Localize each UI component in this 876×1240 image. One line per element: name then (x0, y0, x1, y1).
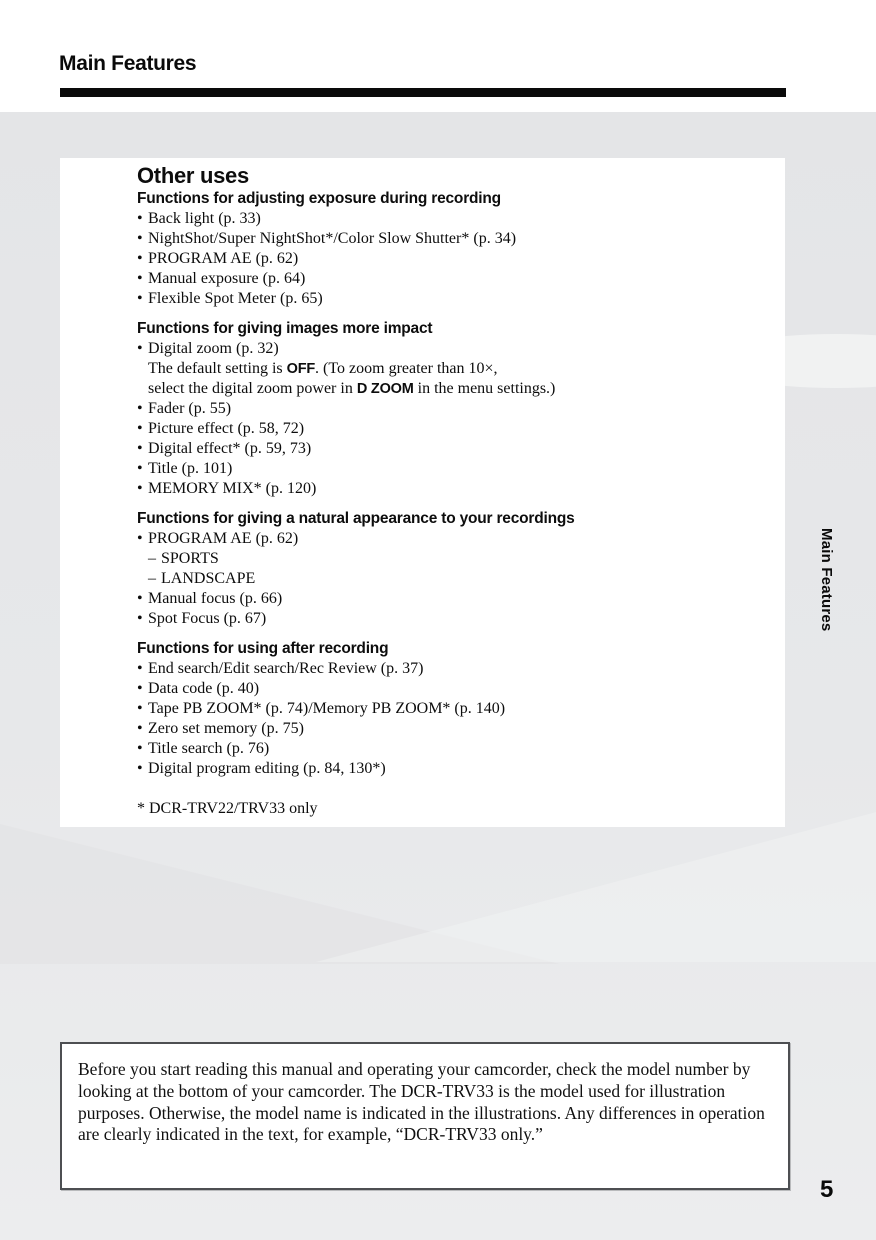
list-item (137, 359, 755, 379)
list-item-text: Back light (p. 33) (148, 210, 261, 227)
bullet-icon: • (137, 230, 143, 247)
notice-text: Before you start reading this manual and operating your camcorder, check the model number by looking at the bottom of your camcorder. The DCR-TRV33 is the model used for illustration purposes. Otherwise, the model name is indicated in the illustrations. Any differences in operation are clearly indicated in the text, for example, “DCR-TRV33 only.” (78, 1059, 765, 1145)
list-item-text: Manual exposure (p. 64) (148, 270, 306, 287)
section-heading: Functions for giving a natural appearance to your recordings (137, 510, 575, 527)
background-diagonal-shape (316, 812, 876, 962)
section-heading: Functions for adjusting exposure during recording (137, 190, 501, 207)
side-tab-label: Main Features (818, 528, 835, 632)
list-item (137, 569, 755, 589)
indent-spacer (137, 379, 148, 399)
list-item (137, 679, 755, 699)
feature-section (137, 509, 755, 629)
bullet-icon: • (137, 250, 143, 267)
dash-icon: – (148, 570, 156, 587)
list-item (137, 229, 755, 249)
bullet-icon: • (137, 210, 143, 227)
list-item-text: MEMORY MIX* (p. 120) (148, 480, 317, 497)
feature-section (137, 189, 755, 309)
list-item (137, 549, 755, 569)
list-item-text: Flexible Spot Meter (p. 65) (148, 290, 323, 307)
list-item-text: Title (p. 101) (148, 460, 233, 477)
list-item (137, 589, 755, 609)
footnote: * DCR-TRV22/TRV33 only (137, 800, 318, 817)
list-item (137, 759, 755, 779)
bullet-icon: • (137, 700, 143, 717)
list-item-text: Digital program editing (p. 84, 130*) (148, 760, 386, 777)
bullet-icon: • (137, 720, 143, 737)
bullet-icon: • (137, 420, 143, 437)
notice-box (60, 1042, 790, 1190)
list-item-text: PROGRAM AE (p. 62) (148, 250, 299, 267)
list-item (137, 659, 755, 679)
feature-section (137, 319, 755, 499)
bullet-icon: • (137, 340, 143, 357)
list-item-text: Digital effect* (p. 59, 73) (148, 440, 312, 457)
list-item (137, 399, 755, 419)
list-item-text: Digital zoom (p. 32) (148, 340, 279, 357)
list-item-text: Zero set memory (p. 75) (148, 720, 304, 737)
list-item-text: Manual focus (p. 66) (148, 590, 283, 607)
list-item-text: Spot Focus (p. 67) (148, 610, 267, 627)
page-title: Main Features (59, 52, 197, 75)
list-item-text: PROGRAM AE (p. 62) (148, 530, 299, 547)
list-item (137, 379, 755, 399)
sections (137, 189, 755, 779)
bullet-icon: • (137, 680, 143, 697)
list-item (137, 209, 755, 229)
bullet-icon: • (137, 590, 143, 607)
list-item-text: End search/Edit search/Rec Review (p. 37) (148, 660, 424, 677)
list-item-text: Fader (p. 55) (148, 400, 232, 417)
list-item (137, 289, 755, 309)
list-item (137, 609, 755, 629)
content-box (60, 158, 785, 827)
indent-spacer (137, 359, 148, 379)
dash-icon: – (148, 550, 156, 567)
list-item (137, 269, 755, 289)
list-item-text: SPORTS (161, 550, 219, 567)
list-item (137, 249, 755, 269)
list-item-text: Picture effect (p. 58, 72) (148, 420, 305, 437)
list-item-text: select the digital zoom power in D ZOOM in the menu settings.) (148, 380, 556, 397)
bullet-icon: • (137, 460, 143, 477)
section-heading: Functions for using after recording (137, 640, 389, 657)
list-item-text: Data code (p. 40) (148, 680, 260, 697)
header-rule (60, 88, 786, 97)
list-item-text: Title search (p. 76) (148, 740, 270, 757)
section-heading: Functions for giving images more impact (137, 320, 433, 337)
list-item-text: The default setting is OFF. (To zoom greater than 10×, (148, 360, 498, 377)
page-header (0, 0, 876, 112)
list-item-text: Tape PB ZOOM* (p. 74)/Memory PB ZOOM* (p. 140) (148, 700, 506, 717)
bullet-icon: • (137, 400, 143, 417)
bullet-icon: • (137, 740, 143, 757)
section-title: Other uses (137, 163, 249, 188)
list-item (137, 459, 755, 479)
bullet-icon: • (137, 480, 143, 497)
list-item (137, 439, 755, 459)
list-item (137, 739, 755, 759)
list-item (137, 529, 755, 549)
bullet-icon: • (137, 760, 143, 777)
bullet-icon: • (137, 440, 143, 457)
list-item (137, 699, 755, 719)
list-item (137, 479, 755, 499)
feature-section (137, 639, 755, 779)
bullet-icon: • (137, 660, 143, 677)
bullet-icon: • (137, 530, 143, 547)
list-item (137, 419, 755, 439)
bullet-icon: • (137, 270, 143, 287)
page-number: 5 (820, 1176, 834, 1203)
bullet-icon: • (137, 290, 143, 307)
list-item-text: LANDSCAPE (161, 570, 256, 587)
list-item (137, 719, 755, 739)
bullet-icon: • (137, 610, 143, 627)
list-item (137, 339, 755, 359)
list-item-text: NightShot/Super NightShot*/Color Slow Shutter* (p. 34) (148, 230, 517, 247)
